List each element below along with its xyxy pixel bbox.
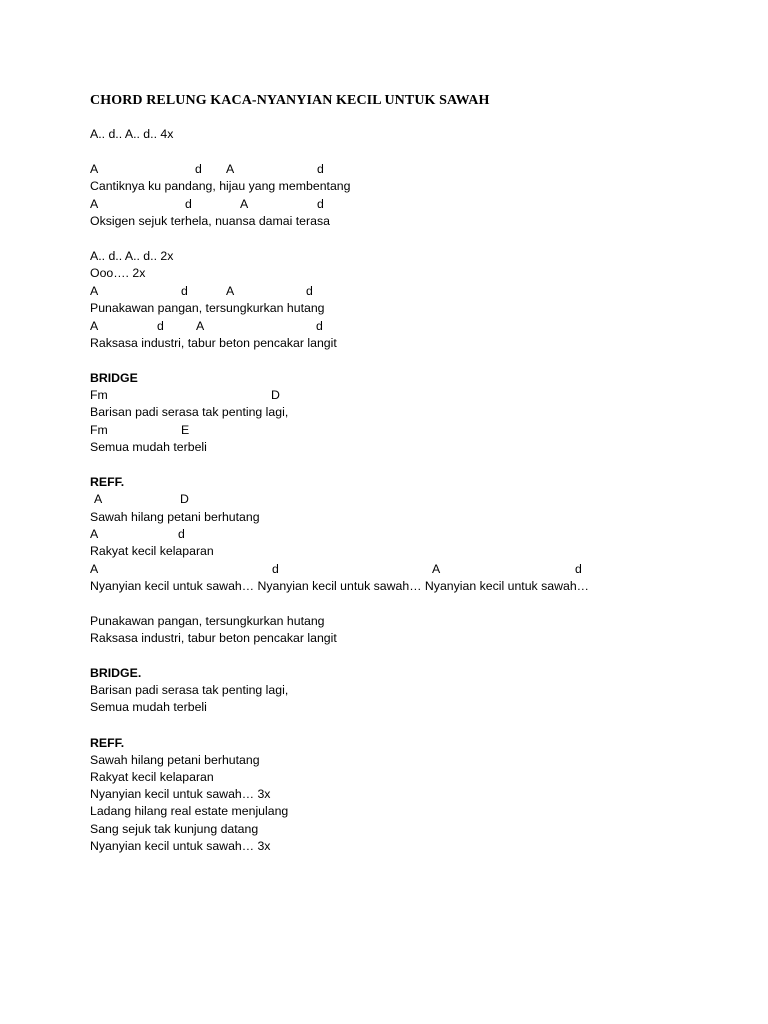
lyric-line: Semua mudah terbeli (90, 700, 207, 714)
chord-symbol: d (181, 284, 188, 298)
chord-line (90, 126, 730, 143)
chord-line (90, 491, 730, 508)
chord-line (90, 387, 730, 404)
lyric-line: Ooo…. 2x (90, 266, 146, 280)
chord-symbol: A (432, 562, 441, 576)
lyric-line: Nyanyian kecil untuk sawah… Nyanyian kecil untuk sawah… Nyanyian kecil untuk sawah… (90, 579, 589, 593)
lyric-line: Barisan padi serasa tak penting lagi, (90, 683, 289, 697)
lyric-line: Raksasa industri, tabur beton pencakar langit (90, 631, 337, 645)
chord-symbol: E (181, 423, 190, 437)
lyric-line: Oksigen sejuk terhela, nuansa damai terasa (90, 214, 330, 228)
section-heading: BRIDGE (90, 371, 138, 385)
song-title: CHORD RELUNG KACA-NYANYIAN KECIL UNTUK SAWAH (90, 93, 490, 108)
chord-symbol: A (90, 197, 99, 211)
chord-symbol: A (226, 162, 235, 176)
lyric-line: Cantiknya ku pandang, hijau yang membentang (90, 179, 351, 193)
chord-symbol: Fm (90, 388, 108, 402)
chord-symbol: A (90, 319, 99, 333)
chord-symbol: d (157, 319, 164, 333)
chord-line (90, 422, 730, 439)
chord-symbol: d (575, 562, 582, 576)
chord-line (90, 196, 730, 213)
chord-symbol: D (271, 388, 280, 402)
chord-symbol: d (317, 197, 324, 211)
chord-symbol: d (316, 319, 323, 333)
chord-symbol: A (226, 284, 235, 298)
lyric-line: Nyanyian kecil untuk sawah… 3x (90, 839, 271, 853)
section-heading: BRIDGE. (90, 666, 142, 680)
chord-symbol: d (317, 162, 324, 176)
chord-symbol: d (272, 562, 279, 576)
chord-symbol: A (90, 562, 99, 576)
lyric-line: Punakawan pangan, tersungkurkan hutang (90, 301, 325, 315)
lyric-line: Semua mudah terbeli (90, 440, 207, 454)
lyric-line: Rakyat kecil kelaparan (90, 544, 214, 558)
chord-symbol: d (185, 197, 192, 211)
lyric-line: Raksasa industri, tabur beton pencakar langit (90, 336, 337, 350)
chord-symbol: d (178, 527, 185, 541)
chord-symbol: A (90, 527, 99, 541)
chord-symbol: d (306, 284, 313, 298)
lyric-line: A.. d.. A.. d.. 2x (90, 249, 174, 263)
section-heading: REFF. (90, 475, 125, 489)
chord-symbol: Fm (90, 423, 108, 437)
chord-symbol: d (195, 162, 202, 176)
chord-symbol: A (90, 162, 99, 176)
lyric-line: Punakawan pangan, tersungkurkan hutang (90, 614, 325, 628)
chord-symbol: A (94, 492, 103, 506)
chord-line (90, 561, 730, 578)
chord-symbol: A (90, 284, 99, 298)
lyric-line: Sang sejuk tak kunjung datang (90, 822, 259, 836)
lyric-line: Sawah hilang petani berhutang (90, 753, 260, 767)
chord-line (90, 526, 730, 543)
chord-line (90, 283, 730, 300)
lyric-line: Sawah hilang petani berhutang (90, 510, 260, 524)
chord-symbol: A.. d.. A.. d.. 4x (90, 127, 174, 141)
lyric-line: Rakyat kecil kelaparan (90, 770, 214, 784)
chord-symbol: A (196, 319, 205, 333)
lyric-line: Nyanyian kecil untuk sawah… 3x (90, 787, 271, 801)
chord-symbol: A (240, 197, 249, 211)
chord-line (90, 318, 730, 335)
chord-symbol: D (180, 492, 189, 506)
lyric-line: Ladang hilang real estate menjulang (90, 804, 289, 818)
lyric-line: Barisan padi serasa tak penting lagi, (90, 405, 289, 419)
chord-line (90, 161, 730, 178)
section-heading: REFF. (90, 736, 125, 750)
